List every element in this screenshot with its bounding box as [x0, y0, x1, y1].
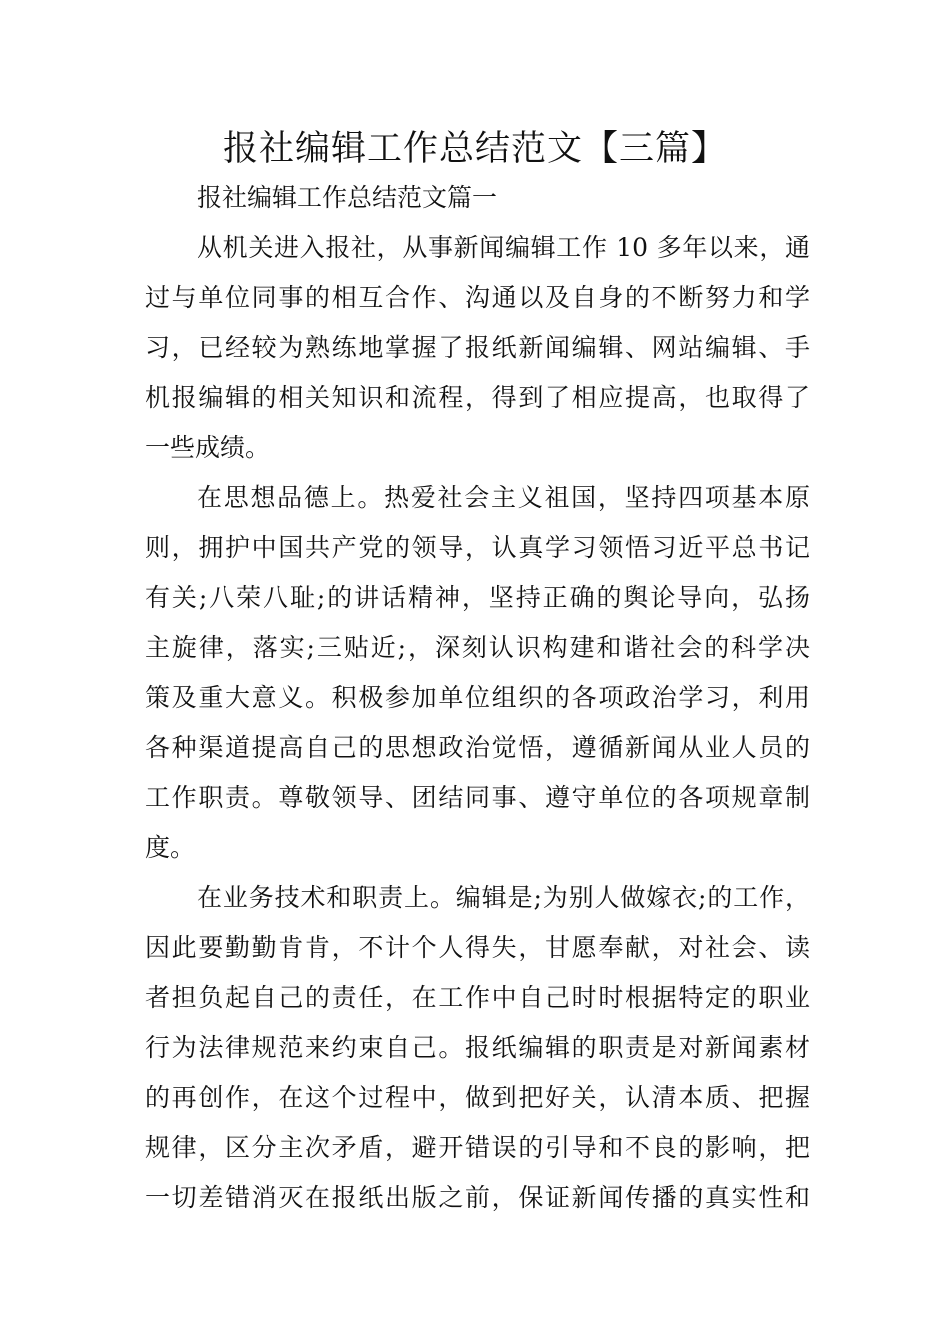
document-body — [145, 173, 810, 1223]
paragraph-line: 在思想品德上。热爱社会主义祖国，坚持四项基本原 — [197, 483, 810, 512]
paragraph-line: 规律，区分主次矛盾，避开错误的引导和不良的影响，把 — [145, 1133, 810, 1162]
paragraph-line: 在业务技术和职责上。编辑是;为别人做嫁衣;的工作， — [197, 883, 810, 912]
paragraph-line: 各种渠道提高自己的思想政治觉悟，遵循新闻从业人员的 — [145, 733, 810, 762]
paragraph-line: 度。 — [145, 833, 196, 862]
paragraph-3 — [145, 873, 810, 1223]
paragraph-line: 行为法律规范来约束自己。报纸编辑的职责是对新闻素材 — [145, 1033, 810, 1062]
paragraph-line: 机报编辑的相关知识和流程，得到了相应提高，也取得了 — [145, 383, 810, 412]
paragraph-line: 工作职责。尊敬领导、团结同事、遵守单位的各项规章制 — [145, 783, 810, 812]
paragraph-line: 从机关进入报社，从事新闻编辑工作 10 多年以来，通 — [197, 233, 810, 262]
document-title: 报社编辑工作总结范文【三篇】 — [222, 129, 727, 169]
paragraph-2 — [145, 473, 810, 873]
paragraph-line: 者担负起自己的责任，在工作中自己时时根据特定的职业 — [145, 983, 810, 1012]
paragraph-line: 习，已经较为熟练地掌握了报纸新闻编辑、网站编辑、手 — [145, 333, 810, 362]
section-heading: 报社编辑工作总结范文篇一 — [197, 183, 498, 212]
paragraph-1 — [145, 223, 810, 473]
paragraph-line: 则，拥护中国共产党的领导，认真学习领悟习近平总书记 — [145, 533, 810, 562]
paragraph-line: 一些成绩。 — [145, 433, 271, 462]
paragraph-line: 一切差错消灭在报纸出版之前，保证新闻传播的真实性和 — [145, 1183, 810, 1212]
paragraph-line: 主旋律，落实;三贴近;，深刻认识构建和谐社会的科学决 — [145, 633, 810, 662]
paragraph-line: 的再创作，在这个过程中，做到把好关，认清本质、把握 — [145, 1083, 810, 1112]
paragraph-line: 过与单位同事的相互合作、沟通以及自身的不断努力和学 — [145, 283, 810, 312]
paragraph-line: 有关;八荣八耻;的讲话精神，坚持正确的舆论导向，弘扬 — [145, 583, 810, 612]
paragraph-line: 因此要勤勤肯肯，不计个人得失，甘愿奉献，对社会、读 — [145, 933, 810, 962]
paragraph-line: 策及重大意义。积极参加单位组织的各项政治学习，利用 — [145, 683, 810, 712]
